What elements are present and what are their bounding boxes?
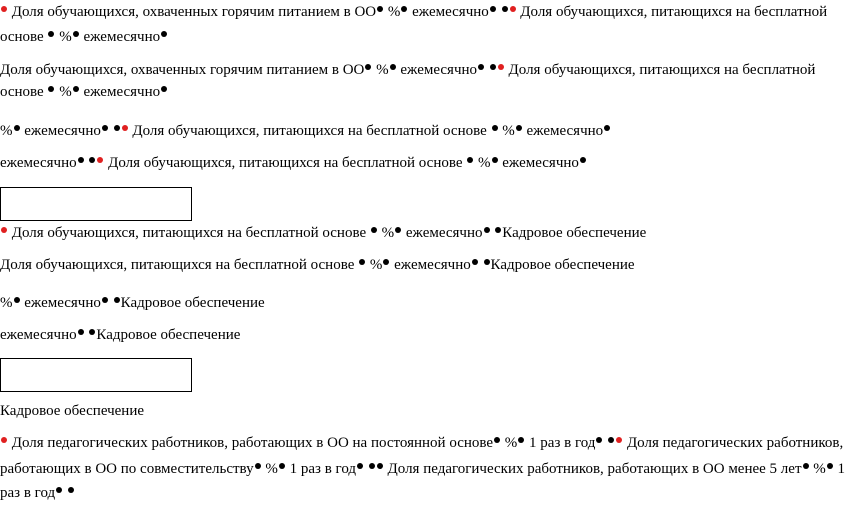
bullet-dot-black-icon xyxy=(478,64,484,70)
text-line-5: % ежемесячно Доля обучающихся, питающихся на бесплатной основе % ежемесячно xyxy=(0,122,814,140)
bullet-dot-black-icon xyxy=(14,297,20,303)
text-line-9: % ежемесячно Кадровое обеспечение xyxy=(0,295,265,311)
bullet-dot-black-icon xyxy=(401,6,407,12)
bullet-dot-black-icon xyxy=(102,297,108,303)
bullet-dot-black-icon xyxy=(377,6,383,12)
bullet-dot-black-icon xyxy=(161,86,167,92)
bullet-dot-red-icon xyxy=(510,6,516,12)
text-line-4: основе % ежемесячно xyxy=(0,83,814,101)
text-line-2: основе % ежемесячно xyxy=(0,28,814,46)
bullet-dot-red-icon xyxy=(498,64,504,70)
bullet-dot-black-icon xyxy=(357,463,363,469)
bullet-dot-black-icon xyxy=(114,125,120,131)
bullet-dot-black-icon xyxy=(383,259,389,265)
bullet-dot-black-icon xyxy=(89,157,95,163)
bullet-dot-black-icon xyxy=(490,6,496,12)
text-line-14: раз в год xyxy=(0,484,814,502)
bullet-dot-black-icon xyxy=(371,227,377,233)
bullet-dot-red-icon xyxy=(97,157,103,163)
bullet-dot-red-icon xyxy=(1,6,7,12)
text-line-1: Доля обучающихся, охваченных горячим питанием в ОО % ежемесячно Доля обучающихся, питающихся на бесплатной xyxy=(0,3,814,21)
bullet-dot-black-icon xyxy=(78,329,84,335)
bullet-dot-black-icon xyxy=(68,487,74,493)
bullet-dot-black-icon xyxy=(494,437,500,443)
bullet-dot-black-icon xyxy=(78,157,84,163)
text-line-10: ежемесячно Кадровое обеспечение xyxy=(0,327,241,343)
bullet-dot-black-icon xyxy=(484,259,490,265)
bullet-dot-red-icon xyxy=(616,437,622,443)
bullet-dot-black-icon xyxy=(365,64,371,70)
bullet-dot-black-icon xyxy=(484,227,490,233)
bullet-dot-black-icon xyxy=(56,487,62,493)
empty-frame-2 xyxy=(0,358,192,392)
bullet-dot-black-icon xyxy=(48,31,54,37)
bullet-dot-black-icon xyxy=(359,259,365,265)
bullet-dot-black-icon xyxy=(596,437,602,443)
text-line-3: Доля обучающихся, охваченных горячим питанием в ОО % ежемесячно Доля обучающихся, питающихся на бесплатной xyxy=(0,62,816,78)
bullet-dot-black-icon xyxy=(89,329,95,335)
bullet-dot-black-icon xyxy=(604,125,610,131)
bullet-dot-black-icon xyxy=(492,157,498,163)
text-line-7: Доля обучающихся, питающихся на бесплатной основе % ежемесячно Кадровое обеспечение xyxy=(0,224,814,242)
bullet-dot-black-icon xyxy=(580,157,586,163)
bullet-dot-black-icon xyxy=(516,125,522,131)
bullet-dot-black-icon xyxy=(608,437,614,443)
bullet-dot-black-icon xyxy=(827,463,833,469)
text-line-12: Доля педагогических работников, работающих в ОО на постоянной основе % 1 раз в год Доля педагогических работников, xyxy=(0,434,814,452)
bullet-dot-red-icon xyxy=(1,437,7,443)
bullet-dot-black-icon xyxy=(369,463,375,469)
bullet-dot-black-icon xyxy=(48,86,54,92)
bullet-dot-black-icon xyxy=(490,64,496,70)
empty-frame-1 xyxy=(0,187,192,221)
bullet-dot-black-icon xyxy=(472,259,478,265)
text-line-13: работающих в ОО по совместительству % 1 раз в год Доля педагогических работников, работающих в ОО менее 5 лет % 1 xyxy=(0,461,845,477)
bullet-dot-black-icon xyxy=(803,463,809,469)
bullet-dot-black-icon xyxy=(161,31,167,37)
bullet-dot-black-icon xyxy=(114,297,120,303)
bullet-dot-black-icon xyxy=(467,157,473,163)
bullet-dot-black-icon xyxy=(518,437,524,443)
bullet-dot-black-icon xyxy=(255,463,261,469)
bullet-dot-black-icon xyxy=(492,125,498,131)
bullet-dot-black-icon xyxy=(14,125,20,131)
bullet-dot-red-icon xyxy=(1,227,7,233)
bullet-dot-black-icon xyxy=(279,463,285,469)
bullet-dot-black-icon xyxy=(495,227,501,233)
bullet-dot-red-icon xyxy=(122,125,128,131)
bullet-dot-black-icon xyxy=(377,463,383,469)
bullet-dot-black-icon xyxy=(73,86,79,92)
text-line-6: ежемесячно Доля обучающихся, питающихся на бесплатной основе % ежемесячно xyxy=(0,154,814,172)
bullet-dot-black-icon xyxy=(502,6,508,12)
bullet-dot-black-icon xyxy=(395,227,401,233)
bullet-dot-black-icon xyxy=(390,64,396,70)
bullet-dot-black-icon xyxy=(102,125,108,131)
text-line-11: Кадровое обеспечение xyxy=(0,403,145,419)
bullet-dot-black-icon xyxy=(73,31,79,37)
text-line-8: Доля обучающихся, питающихся на бесплатной основе % ежемесячно Кадровое обеспечение xyxy=(0,257,635,273)
